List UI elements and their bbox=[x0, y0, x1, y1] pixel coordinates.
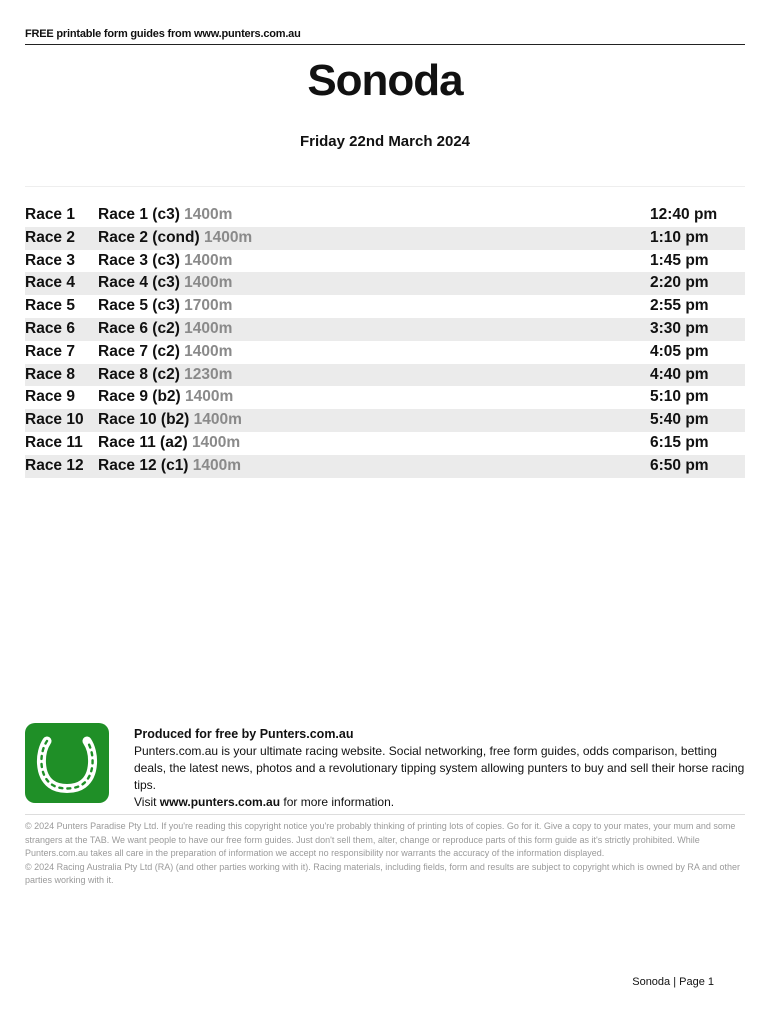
race-number: Race 3 bbox=[25, 251, 75, 269]
venue-title: Sonoda bbox=[307, 56, 463, 105]
race-list bbox=[25, 204, 745, 478]
race-time: 1:45 pm bbox=[650, 251, 709, 269]
race-row bbox=[25, 272, 745, 295]
race-number: Race 2 bbox=[25, 228, 75, 246]
race-row bbox=[25, 341, 745, 364]
race-number: Race 11 bbox=[25, 433, 83, 451]
race-time: 4:05 pm bbox=[650, 342, 709, 360]
race-row bbox=[25, 409, 745, 432]
race-name: Race 8 (c2) 1230m bbox=[98, 365, 233, 383]
race-distance: 1400m bbox=[184, 342, 233, 360]
race-number: Race 8 bbox=[25, 365, 75, 383]
meeting-date: Friday 22nd March 2024 bbox=[299, 133, 471, 150]
race-number: Race 4 bbox=[25, 274, 75, 292]
race-name: Race 1 (c3) 1400m bbox=[98, 206, 233, 223]
race-row bbox=[25, 318, 745, 341]
race-distance: 1230m bbox=[184, 365, 233, 383]
promo-title: Produced for free by Punters.com.au bbox=[134, 727, 354, 741]
race-number: Race 7 bbox=[25, 342, 75, 360]
race-name: Race 11 (a2) 1400m bbox=[98, 433, 241, 451]
race-distance: 1400m bbox=[184, 251, 233, 269]
race-row bbox=[25, 364, 745, 387]
horseshoe-icon bbox=[25, 723, 109, 803]
race-distance: 1700m bbox=[184, 297, 233, 315]
race-name: Race 12 (c1) 1400m bbox=[98, 456, 242, 474]
race-row bbox=[25, 432, 745, 455]
race-number: Race 6 bbox=[25, 319, 75, 337]
race-row bbox=[25, 204, 745, 227]
race-row bbox=[25, 295, 745, 318]
race-name: Race 10 (b2) 1400m bbox=[98, 411, 242, 429]
race-distance: 1400m bbox=[193, 411, 242, 429]
race-distance: 1400m bbox=[185, 388, 234, 406]
race-time: 5:40 pm bbox=[650, 411, 709, 429]
race-number: Race 5 bbox=[25, 297, 75, 315]
race-number: Race 9 bbox=[25, 388, 75, 406]
race-row bbox=[25, 250, 745, 273]
race-time: 12:40 pm bbox=[650, 206, 718, 223]
punters-logo bbox=[25, 723, 109, 803]
header-divider bbox=[25, 44, 745, 45]
race-distance: 1400m bbox=[184, 274, 233, 292]
race-name: Race 2 (cond) 1400m bbox=[98, 228, 253, 246]
race-name: Race 4 (c3) 1400m bbox=[98, 274, 233, 292]
race-distance: 1400m bbox=[184, 206, 233, 223]
race-time: 5:10 pm bbox=[650, 388, 709, 406]
race-time: 2:55 pm bbox=[650, 297, 709, 315]
race-distance: 1400m bbox=[203, 228, 253, 246]
page-footer: Sonoda | Page 1 bbox=[632, 976, 714, 988]
legal-divider bbox=[25, 814, 745, 815]
race-distance: 1400m bbox=[184, 319, 233, 337]
race-time: 4:40 pm bbox=[650, 365, 709, 383]
race-time: 6:15 pm bbox=[650, 433, 709, 451]
race-row bbox=[25, 386, 745, 409]
race-number: Race 1 bbox=[25, 206, 75, 223]
race-time: 1:10 pm bbox=[650, 228, 709, 246]
race-row bbox=[25, 227, 745, 250]
race-name: Race 9 (b2) 1400m bbox=[98, 388, 234, 406]
promo-body: Punters.com.au is your ultimate racing website. Social networking, free form guides, odds comparison, betting deals, the latest news, photos and a revolutionary tipping system allowing punters to buy and sell their horse racing tips. bbox=[134, 744, 745, 792]
race-time: 6:50 pm bbox=[650, 456, 709, 474]
race-number: Race 12 bbox=[25, 456, 84, 474]
race-name: Race 6 (c2) 1400m bbox=[98, 319, 233, 337]
race-time: 3:30 pm bbox=[650, 319, 709, 337]
race-time: 2:20 pm bbox=[650, 274, 709, 292]
race-row bbox=[25, 455, 745, 478]
promo-visit: Visit www.punters.com.au for more information. bbox=[134, 795, 395, 809]
race-name: Race 3 (c3) 1400m bbox=[98, 251, 233, 269]
section-divider bbox=[25, 186, 745, 187]
race-name: Race 5 (c3) 1700m bbox=[98, 297, 233, 315]
race-name: Race 7 (c2) 1400m bbox=[98, 342, 233, 360]
header-note: FREE printable form guides from www.punters.com.au bbox=[25, 28, 301, 40]
promo-block bbox=[134, 726, 746, 811]
race-distance: 1400m bbox=[192, 456, 242, 474]
race-number: Race 10 bbox=[25, 411, 84, 429]
copyright-racing-australia: © 2024 Racing Australia Pty Ltd (RA) (and other parties working with it). Racing materials, including fields, form and results are subject to copyright which is owned by RA and other parties working with it. bbox=[25, 861, 740, 885]
race-distance: 1400m bbox=[191, 433, 241, 451]
punters-link[interactable]: www.punters.com.au bbox=[159, 795, 281, 809]
copyright-punters: © 2024 Punters Paradise Pty Ltd. If you're reading this copyright notice you're probably thinking of printing lots of copies. Go for it. Give a copy to your mates, your mum and some strangers at the TAB. We want people to have our free form guides. Just don't sell them, alter, change or reproduce parts of this form guide as it's strictly prohibited. While Punters.com.au takes all care in the preparation of information we accept no responsibility nor warrants the accuracy of the information displayed. bbox=[25, 821, 736, 858]
legal-notice bbox=[25, 820, 745, 888]
